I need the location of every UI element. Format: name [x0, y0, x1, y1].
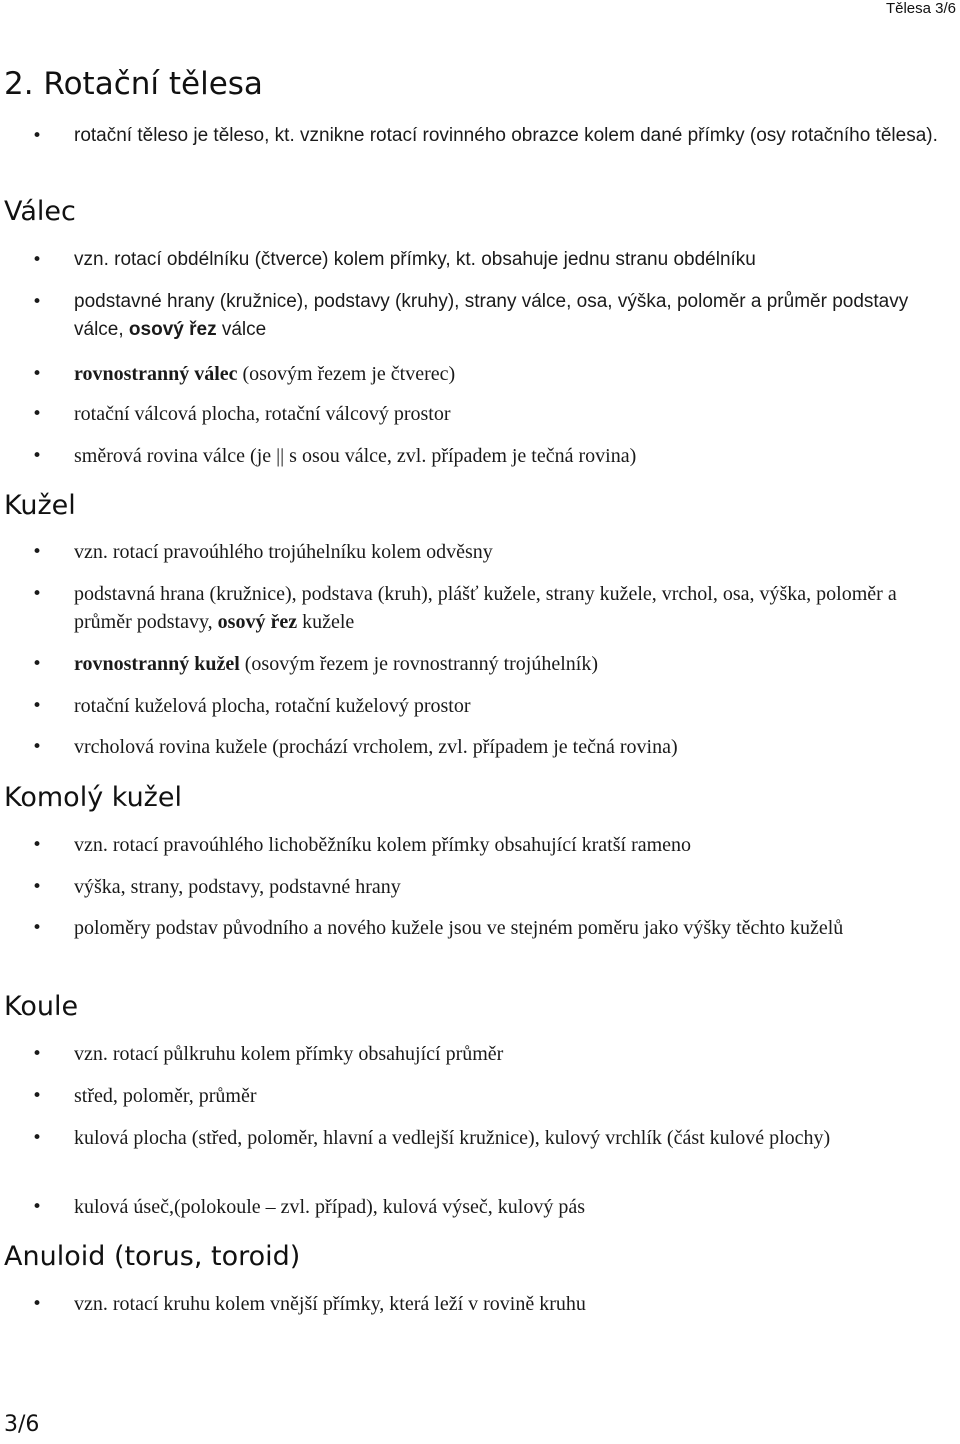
page-title: 2. Rotační tělesa [4, 66, 263, 102]
page-number: 3/6 [4, 1412, 40, 1437]
page-header-label: Tělesa 3/6 [885, 0, 956, 17]
bullet-icon: • [32, 126, 43, 146]
bullet-icon: • [32, 250, 43, 270]
list-item-text: vzn. rotací obdélníku (čtverce) kolem přímky, kt. obsahuje jednu stranu obdélníku [74, 249, 756, 270]
list-item-text: vzn. rotací kruhu kolem vnější přímky, která leží v rovině kruhu [74, 1293, 586, 1315]
list-item [32, 246, 940, 274]
list-item [32, 873, 940, 901]
list-item [32, 1193, 940, 1221]
list-item [32, 1124, 940, 1152]
list-item [32, 1082, 940, 1110]
list-item-text: rotační válcová plocha, rotační válcový prostor [74, 403, 451, 425]
list-item [32, 400, 940, 428]
list-item [32, 733, 940, 761]
list-item-text: válce [216, 319, 267, 340]
list-item-text: kužele [297, 611, 355, 633]
list-item [32, 1290, 940, 1318]
list-item-text: vrcholová rovina kužele (prochází vrcholem, zvl. případem je tečná rovina) [74, 736, 678, 758]
list-item-text: podstavná hrana (kružnice), podstava (kruh), plášť kužele, strany kužele, vrchol, osa, výška, poloměr a průměr podstavy, [74, 583, 897, 633]
bullet-icon: • [32, 1128, 43, 1148]
list-item [32, 914, 940, 942]
bullet-icon: • [32, 918, 43, 938]
bullet-icon: • [32, 737, 43, 757]
list-item-text: rotační těleso je těleso, kt. vznikne rotací rovinného obrazce kolem dané přímky (osy rotačního tělesa). [74, 125, 938, 146]
list-item [32, 122, 940, 150]
bullet-icon: • [32, 404, 43, 424]
list-item-text: (osovým řezem je rovnostranný trojúhelník) [239, 653, 599, 675]
list-item-text: vzn. rotací pravoúhlého lichoběžníku kolem přímky obsahující kratší rameno [74, 834, 692, 856]
bold-term: rovnostranný kužel [74, 653, 240, 675]
section-heading-anuloid: Anuloid (torus, toroid) [4, 1241, 301, 1272]
list-item-text: vzn. rotací pravoúhlého trojúhelníku kolem odvěsny [74, 541, 493, 563]
list-item-text: poloměry podstav původního a nového kužele jsou ve stejném poměru jako výšky těchto kuželů [74, 917, 844, 939]
list-item-text: výška, strany, podstavy, podstavné hrany [74, 876, 401, 898]
list-item-text: (osovým řezem je čtverec) [237, 363, 456, 385]
list-item [32, 360, 940, 388]
list-item [32, 692, 940, 720]
list-item-text: vzn. rotací půlkruhu kolem přímky obsahující průměr [74, 1043, 504, 1065]
list-item-text: rotační kuželová plocha, rotační kuželový prostor [74, 695, 471, 717]
list-item [32, 538, 940, 566]
section-heading-valec: Válec [4, 196, 76, 227]
bullet-icon: • [32, 542, 43, 562]
bold-term: rovnostranný válec [74, 363, 238, 385]
bullet-icon: • [32, 1044, 43, 1064]
list-item-text: s osou válce, zvl. případem je tečná rovina) [284, 445, 637, 467]
bold-term: osový řez [128, 319, 217, 340]
bullet-icon: • [32, 446, 43, 466]
list-item-text: kulová plocha (střed, poloměr, hlavní a vedlejší kružnice), kulový vrchlík (část kulové plochy) [74, 1127, 831, 1149]
section-heading-koule: Koule [4, 991, 79, 1022]
section-heading-kuzel: Kužel [4, 490, 76, 521]
list-item-text: střed, poloměr, průměr [74, 1085, 257, 1107]
list-item [32, 1040, 940, 1068]
list-item [32, 442, 940, 470]
bullet-icon: • [32, 877, 43, 897]
list-item [32, 288, 940, 344]
list-item-text: podstavné hrany (kružnice), podstavy (kruhy), strany válce, osa, výška, poloměr a průměr podstavy válce, [74, 291, 909, 340]
section-heading-komoly-kuzel: Komolý kužel [4, 782, 182, 813]
list-item [32, 831, 940, 859]
list-item [32, 580, 940, 636]
parallel-symbol: || [276, 445, 285, 467]
bullet-icon: • [32, 364, 43, 384]
list-item-text: směrová rovina válce (je [74, 445, 277, 467]
bullet-icon: • [32, 1197, 43, 1217]
bullet-icon: • [32, 654, 43, 674]
list-item [32, 650, 940, 678]
list-item-text: kulová úseč,(polokoule – zvl. případ), kulová výseč, kulový pás [74, 1196, 585, 1218]
bullet-icon: • [32, 1086, 43, 1106]
bullet-icon: • [32, 696, 43, 716]
bullet-icon: • [32, 835, 43, 855]
bullet-icon: • [32, 292, 43, 312]
bullet-icon: • [32, 584, 43, 604]
bold-term: osový řez [217, 611, 298, 633]
bullet-icon: • [32, 1294, 43, 1314]
